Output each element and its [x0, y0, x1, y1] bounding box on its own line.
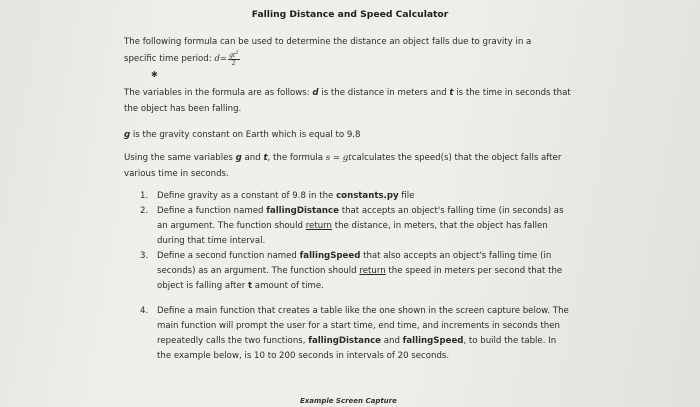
intro-paragraph	[124, 34, 574, 67]
cursor-mark-icon: ✱	[151, 70, 158, 79]
speed-paragraph: Using the same variables g and t, the formula s = gtcalculates the speed(s) that the object falls after various time in seconds.	[124, 153, 562, 179]
list-item: 3. Define a second function named fallingSpeed that also accepts an object's falling time (in seconds) as an argument. The function should return the speed in meters per second that the object is falling after t amount of time.	[140, 251, 563, 291]
list-item: 2. Define a function named fallingDistance that accepts an object's falling time (in seconds) as an argument. The function should return the distance, in meters, that the object has fallen during that time interval.	[140, 206, 564, 246]
speed-formula: s = gt	[325, 153, 352, 163]
list-item: 4. Define a main function that creates a table like the one shown in the screen capture below. The main function will prompt the user for a start time, end time, and increments in seconds then repeatedly calls the two functions, fallingDistance and fallingSpeed, to build the table. In the example below, is 10 to 200 seconds in intervals of 20 seconds.	[140, 306, 569, 361]
intro-line-1: The following formula can be used to determine the distance an object falls due to gravity in a	[124, 37, 532, 47]
gravity-paragraph: g is the gravity constant on Earth which is equal to 9.8	[124, 130, 361, 140]
page-title: Falling Distance and Speed Calculator	[251, 9, 449, 20]
instructions-list	[140, 189, 570, 364]
formula-fraction: $\frac{gt^2}{2}$	[229, 50, 239, 67]
distance-formula: d= $\frac{gt^2}{2}$	[214, 50, 239, 67]
intro-line-2: specific time period:	[124, 54, 212, 64]
example-caption: Example Screen Capture	[300, 397, 397, 405]
list-item: 1. Define gravity as a constant of 9.8 in the constants.py file	[140, 191, 415, 201]
variables-paragraph: The variables in the formula are as follows: d is the distance in meters and t is the time in seconds that the object has been falling.	[124, 88, 571, 114]
